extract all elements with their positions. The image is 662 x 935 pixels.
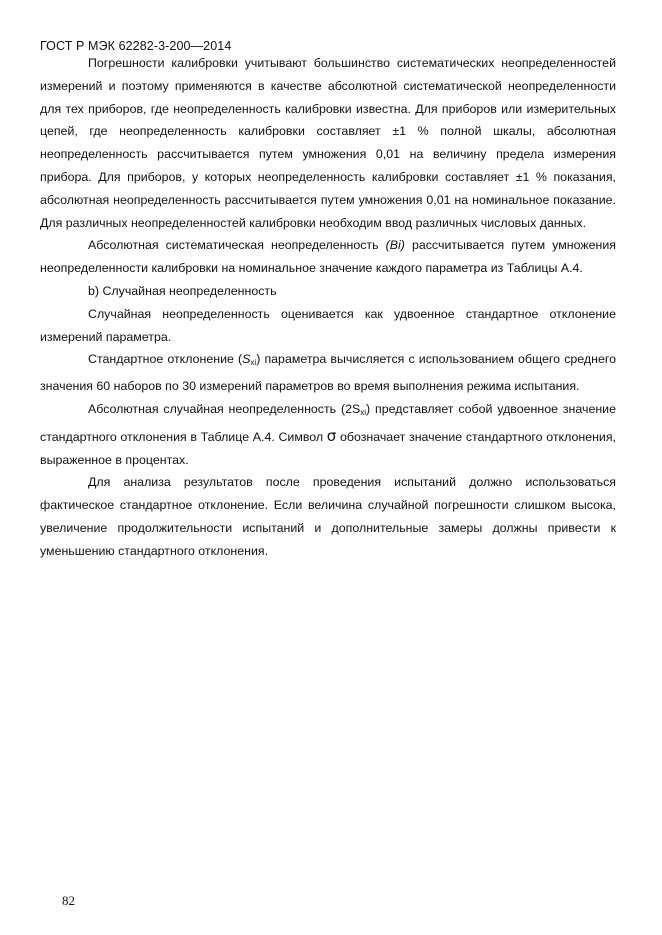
symbol-subscript: xi xyxy=(360,407,367,417)
paragraph-text: Стандартное отклонение ( xyxy=(88,352,243,367)
symbol-s: S xyxy=(242,352,251,367)
paragraph-text: Абсолютная случайная неопределенность (2S xyxy=(88,401,361,416)
paragraph-text: ) представляет собой удвоенное значение стандартного отклонения в Таблице А.4. Символ xyxy=(40,401,616,444)
section-heading-random-uncertainty: b) Случайная неопределенность xyxy=(88,283,277,298)
page-number: 82 xyxy=(62,893,75,908)
paragraph-random-uncertainty: Случайная неопределенность оценивается как удвоенное стандартное отклонение измерений параметра. xyxy=(40,306,616,344)
symbol-subscript: xi xyxy=(250,358,257,368)
paragraph-calibration-errors: Погрешности калибровки учитывают большинство систематических неопределенностей измерений и поэтому применяются в качестве абсолютной систематической неопределенности для тех приборов, где неопределенность калибровки известна. Для приборов или измерительных цепей, где неопределенность калибровки составляет ±1 % полной шкалы, абсолютная неопределенность рассчитывается путем умножения 0,01 на величину предела измерения прибора. Для приборов, у которых неопределенность калибровки составляет ±1 % показания, абсолютная неопределенность рассчитывается путем умножения 0,01 на номинальное показание. Для различных неопределенностей калибровки необходим ввод различных числовых данных. xyxy=(40,56,616,230)
paragraph-absolute-random-uncertainty xyxy=(40,398,616,471)
paragraph-text: Абсолютная систематическая неопределенность xyxy=(88,238,386,253)
symbol-sigma: σ xyxy=(326,426,337,445)
document-body xyxy=(40,52,616,563)
symbol-bi: (Bi) xyxy=(385,238,405,253)
paragraph-systematic-uncertainty xyxy=(40,234,616,280)
paragraph-results-analysis: Для анализа результатов после проведения испытаний должно использоваться фактическое стандартное отклонение. Если величина случайной погрешности слишком высока, увеличение продолжительности испытаний и дополнительные замеры должны привести к уменьшению стандартного отклонения. xyxy=(40,475,616,558)
paragraph-text: рассчитывается путем умножения неопределенности калибровки на номинальное значение каждого параметра из Таблицы А.4. xyxy=(40,238,616,276)
paragraph-standard-deviation xyxy=(40,348,616,398)
document-header: ГОСТ Р МЭК 62282-3-200—2014 xyxy=(40,39,232,53)
paragraph-text: ) параметра вычисляется с использованием общего среднего значения 60 наборов по 30 измерений параметров во время выполнения режима испытания. xyxy=(40,352,617,394)
paragraph-text: обозначает значение стандартного отклонения, выраженное в процентах. xyxy=(40,429,616,467)
